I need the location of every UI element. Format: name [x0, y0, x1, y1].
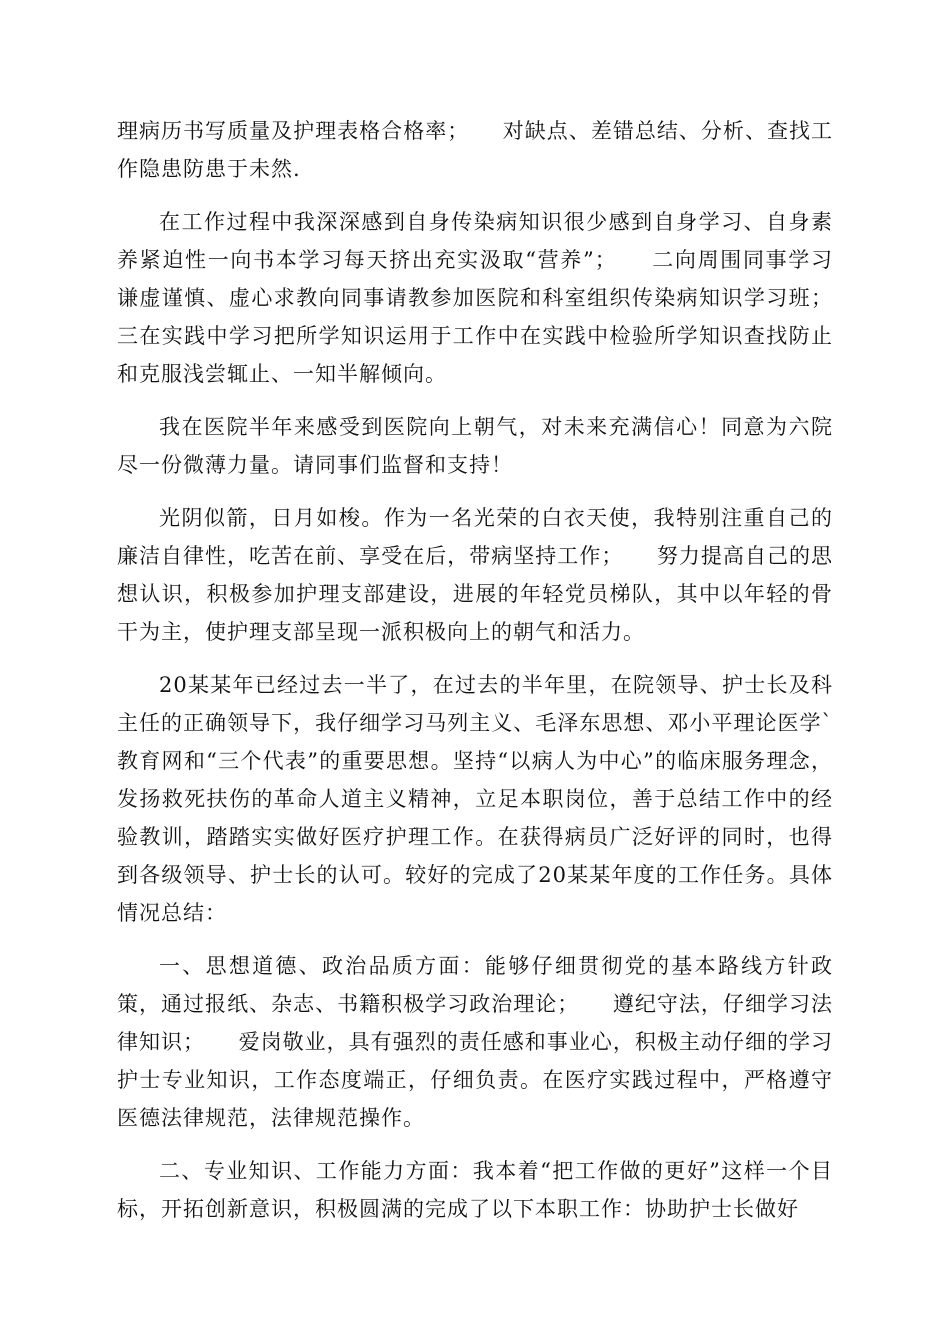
paragraph-self-study: 在工作过程中我深深感到自身传染病知识很少感到自身学习、自身素养紧迫性一向书本学习每天挤出充实汲取“营养”； 二向周围同事学习谦虚谨慎、虚心求教向同事请教参加医院和科室组织传染病知识学习班；三在实践中学习把所学知识运用于工作中在实践中检验所学知识查找防止和克服浅尝辄止、一知半解倾向。 [117, 210, 833, 386]
paragraph-professional: 二、专业知识、工作能力方面：我本着“把工作做的更好”这样一个目标，开拓创新意识，积极圆满的完成了以下本职工作：协助护士长做好 [117, 1159, 833, 1221]
paragraph-self-discipline: 光阴似箭，日月如梭。作为一名光荣的白衣天使，我特别注重自己的廉洁自律性，吃苦在前、享受在后，带病坚持工作； 努力提高自己的思想认识，积极参加护理支部建设，进展的年轻党员梯队，其中以年轻的骨干为主，使护理支部呈现一派积极向上的朝气和活力。 [117, 506, 833, 644]
document-body [117, 112, 833, 1243]
paragraph-confidence: 我在医院半年来感受到医院向上朝气，对未来充满信心！同意为六院尽一份微薄力量。请同事们监督和支持！ [117, 415, 833, 477]
paragraph-ideology: 一、思想道德、政治品质方面：能够仔细贯彻党的基本路线方针政策，通过报纸、杂志、书籍积极学习政治理论； 遵纪守法，仔细学习法律知识； 爱岗敬业，具有强烈的责任感和事业心，积极主动仔细的学习护士专业知识，工作态度端正，仔细负责。在医疗实践过程中，严格遵守医德法律规范，法律规范操作。 [117, 954, 833, 1130]
paragraph-continuation: 理病历书写质量及护理表格合格率； 对缺点、差错总结、分析、查找工作隐患防患于未然. [117, 119, 833, 181]
paragraph-half-year-summary: 20某某年已经过去一半了，在过去的半年里，在院领导、护士长及科主任的正确领导下，我仔细学习马列主义、毛泽东思想、邓小平理论医学`教育网和“三个代表”的重要思想。坚持“以病人为中心”的临床服务理念，发扬救死扶伤的革命人道主义精神，立足本职岗位，善于总结工作中的经验教训，踏踏实实做好医疗护理工作。在获得病员广泛好评的同时，也得到各级领导、护士长的认可。较好的完成了20某某年度的工作任务。具体情况总结： [117, 673, 833, 925]
